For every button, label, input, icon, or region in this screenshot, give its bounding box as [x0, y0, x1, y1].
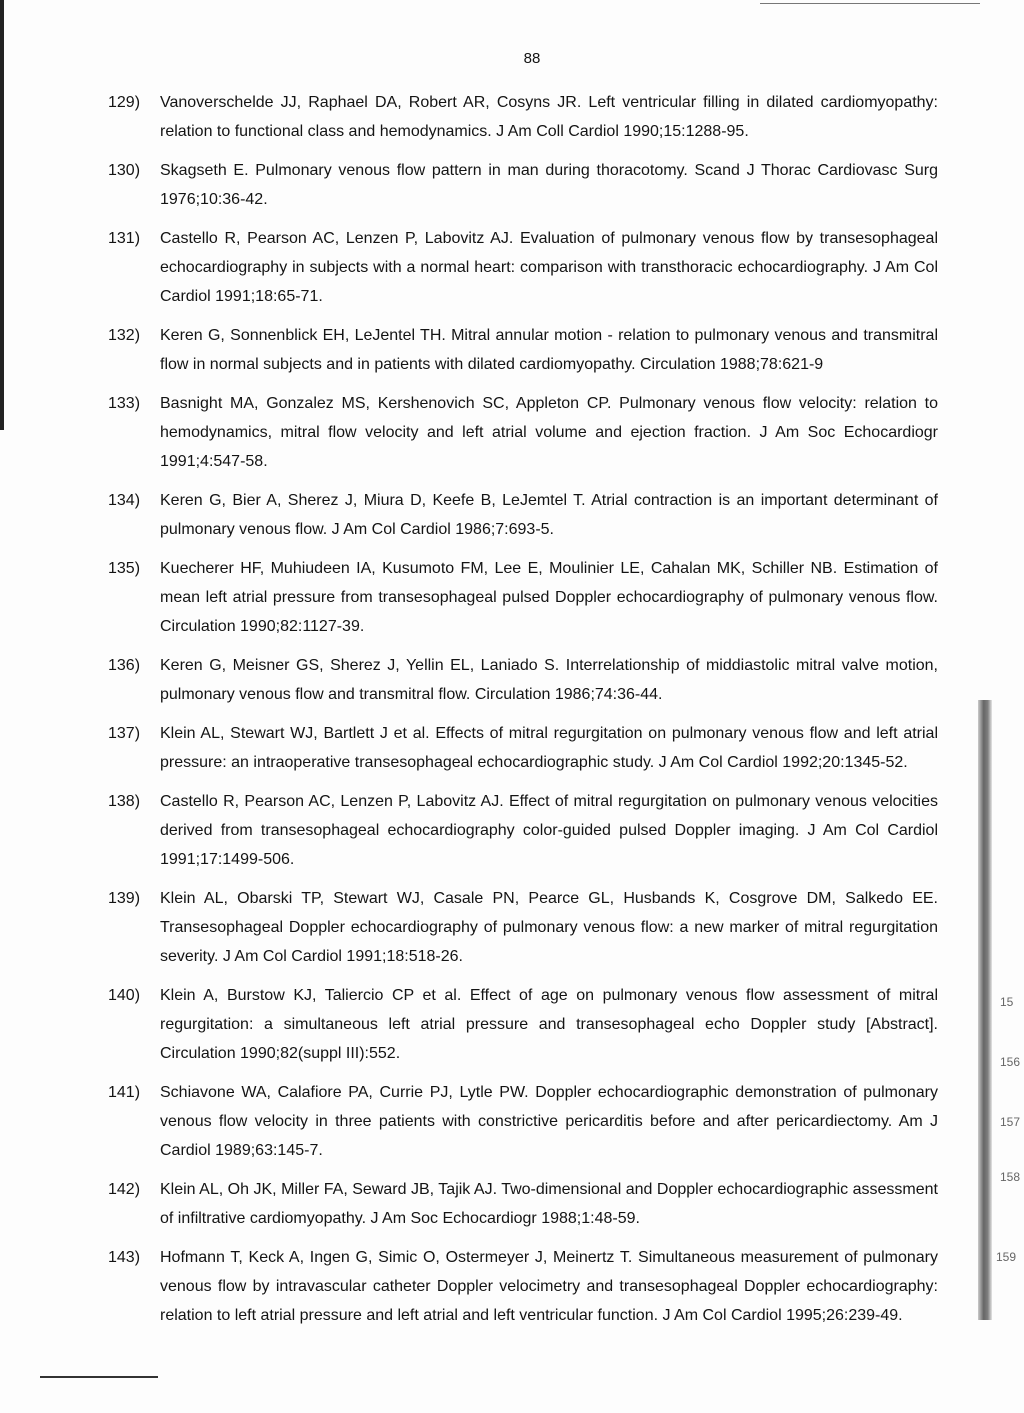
- reference-number: 136): [108, 657, 141, 674]
- reference-text: Keren G, Sonnenblick EH, LeJentel TH. Mitral annular motion - relation to pulmonary venous and transmitral flow in normal subjects and in patients with dilated cardiomyopathy. Circulation 1988;78:621-9: [160, 327, 938, 373]
- page-number: 88: [523, 50, 541, 67]
- reference-number: 129): [108, 94, 141, 111]
- margin-mark: 159: [996, 1250, 1017, 1264]
- reference-item: [108, 88, 938, 146]
- reference-item: [108, 224, 938, 311]
- reference-item: [108, 719, 938, 777]
- reference-item: [108, 321, 938, 379]
- reference-item: [108, 1243, 938, 1330]
- margin-mark: 15: [1000, 995, 1014, 1009]
- reference-item: [108, 1078, 938, 1165]
- reference-number: 141): [108, 1084, 141, 1101]
- reference-number: 140): [108, 987, 141, 1004]
- reference-text: Castello R, Pearson AC, Lenzen P, Labovitz AJ. Evaluation of pulmonary venous flow by transesophageal echocardiography in subjects with a normal heart: comparison with transthoracic echocardiography. J Am Col Cardiol 1991;18:65-71.: [160, 230, 938, 305]
- reference-item: [108, 787, 938, 874]
- reference-number: 131): [108, 230, 141, 247]
- reference-item: [108, 554, 938, 641]
- reference-text: Klein AL, Obarski TP, Stewart WJ, Casale PN, Pearce GL, Husbands K, Cosgrove DM, Salkedo EE. Transesophageal Doppler echocardiography of pulmonary venous flow: a new marker of mitral regurgitation severity. J Am Col Cardiol 1991;18:518-26.: [160, 890, 938, 965]
- scan-rule-bottom: [40, 1376, 158, 1378]
- margin-mark: 156: [1000, 1055, 1021, 1069]
- margin-mark: 158: [1000, 1170, 1021, 1184]
- reference-number: 139): [108, 890, 141, 907]
- reference-text: Kuecherer HF, Muhiudeen IA, Kusumoto FM, Lee E, Moulinier LE, Cahalan MK, Schiller NB. Estimation of mean left atrial pressure from transesophageal pulsed Doppler echocardiography of pulmonary venous flow. Circulation 1990;82:1127-39.: [160, 560, 938, 635]
- reference-number: 138): [108, 793, 141, 810]
- reference-item: [108, 1175, 938, 1233]
- reference-number: 143): [108, 1249, 141, 1266]
- reference-number: 137): [108, 725, 141, 742]
- reference-item: [108, 486, 938, 544]
- reference-item: [108, 156, 938, 214]
- reference-number: 130): [108, 162, 141, 179]
- scan-edge-left: [0, 0, 4, 430]
- reference-text: Keren G, Bier A, Sherez J, Miura D, Keefe B, LeJemtel T. Atrial contraction is an important determinant of pulmonary venous flow. J Am Col Cardiol 1986;7:693-5.: [160, 492, 938, 538]
- reference-number: 142): [108, 1181, 141, 1198]
- reference-number: 135): [108, 560, 141, 577]
- reference-item: [108, 651, 938, 709]
- reference-text: Basnight MA, Gonzalez MS, Kershenovich SC, Appleton CP. Pulmonary venous flow velocity: relation to hemodynamics, mitral flow velocity and left atrial volume and ejection fraction. J Am Soc Echocardiogr 1991;4:547-58.: [160, 395, 938, 470]
- reference-number: 134): [108, 492, 141, 509]
- reference-item: [108, 389, 938, 476]
- reference-item: [108, 884, 938, 971]
- reference-text: Klein AL, Oh JK, Miller FA, Seward JB, Tajik AJ. Two-dimensional and Doppler echocardiographic assessment of infiltrative cardiomyopathy. J Am Soc Echocardiogr 1988;1:48-59.: [160, 1181, 938, 1227]
- scan-bleed-right: [978, 700, 992, 1320]
- reference-text: Vanoverschelde JJ, Raphael DA, Robert AR, Cosyns JR. Left ventricular filling in dilated cardiomyopathy: relation to functional class and hemodynamics. J Am Coll Cardiol 1990;15:1288-95.: [160, 94, 938, 140]
- reference-text: Hofmann T, Keck A, Ingen G, Simic O, Ostermeyer J, Meinertz T. Simultaneous measurement of pulmonary venous flow by intravascular catheter Doppler velocimetry and transesophageal Doppler echocardiography: relation to left atrial pressure and left atrial and left ventricular function. J Am Col Cardiol 1995;26:239-49.: [160, 1249, 938, 1324]
- reference-text: Klein AL, Stewart WJ, Bartlett J et al. Effects of mitral regurgitation on pulmonary venous flow and left atrial pressure: an intraoperative transesophageal echocardiographic study. J Am Col Cardiol 1992;20:1345-52.: [160, 725, 938, 771]
- reference-item: [108, 981, 938, 1068]
- reference-list: [108, 88, 938, 1340]
- reference-text: Skagseth E. Pulmonary venous flow pattern in man during thoracotomy. Scand J Thorac Cardiovasc Surg 1976;10:36-42.: [160, 162, 938, 208]
- reference-text: Keren G, Meisner GS, Sherez J, Yellin EL, Laniado S. Interrelationship of middiastolic mitral valve motion, pulmonary venous flow and transmitral flow. Circulation 1986;74:36-44.: [160, 657, 938, 703]
- reference-text: Castello R, Pearson AC, Lenzen P, Labovitz AJ. Effect of mitral regurgitation on pulmonary venous velocities derived from transesophageal echocardiography color-guided pulsed Doppler imaging. J Am Col Cardiol 1991;17:1499-506.: [160, 793, 938, 868]
- scan-line-top: [760, 3, 980, 4]
- reference-text: Schiavone WA, Calafiore PA, Currie PJ, Lytle PW. Doppler echocardiographic demonstration of pulmonary venous flow velocity in three patients with constrictive pericarditis before and after pericardiectomy. Am J Cardiol 1989;63:145-7.: [160, 1084, 938, 1159]
- reference-text: Klein A, Burstow KJ, Taliercio CP et al. Effect of age on pulmonary venous flow assessment of mitral regurgitation: a simultaneous left atrial pressure and transesophageal echo Doppler study [Abstract]. Circulation 1990;82(suppl III):552.: [160, 987, 938, 1062]
- margin-mark: 157: [1000, 1115, 1021, 1129]
- reference-number: 133): [108, 395, 141, 412]
- reference-number: 132): [108, 327, 141, 344]
